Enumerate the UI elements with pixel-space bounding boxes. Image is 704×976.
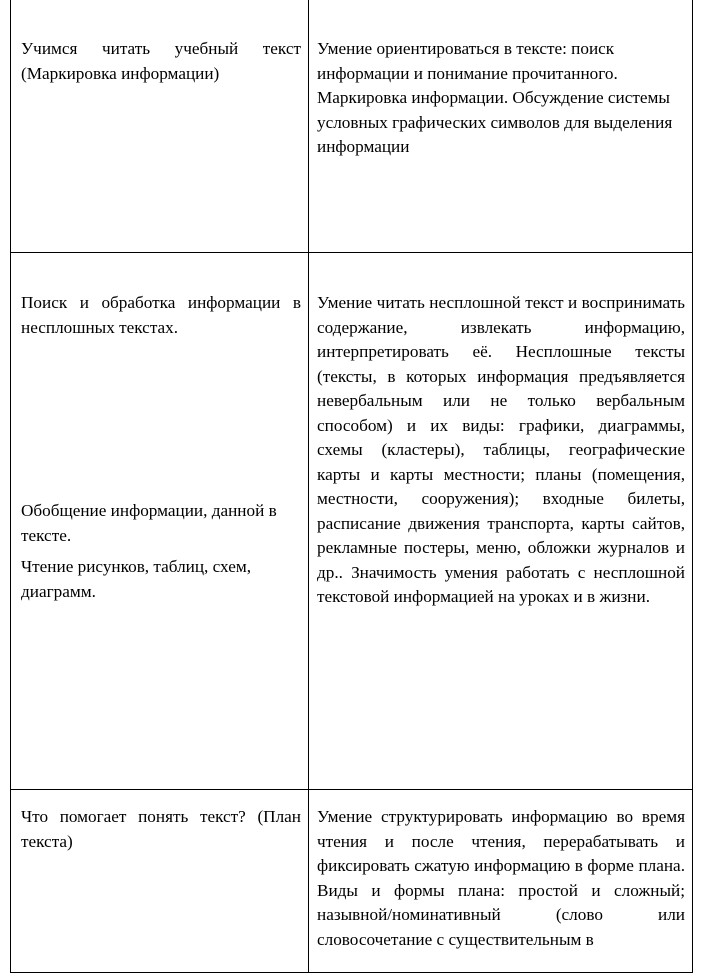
topic-title: Что помогает понять текст? (План текста) bbox=[21, 807, 301, 851]
content-description: Умение структурировать информацию во время чтения и после чтения, перерабатывать и фиксировать сжатую информацию в форме плана. Виды и формы плана: простой и сложный; назывной/номинативный (слово или словосочетание с существительным в bbox=[317, 807, 685, 949]
topic-title: Обобщение информации, данной в тексте. bbox=[21, 501, 277, 545]
topic-cell bbox=[11, 0, 309, 253]
table-row bbox=[11, 790, 693, 973]
topic-title: Чтение рисунков, таблиц, схем, диаграмм. bbox=[21, 557, 251, 601]
topic-title: Поиск и обработка информации в несплошных текстах. bbox=[21, 293, 301, 337]
content-description: Умение ориентироваться в тексте: поиск информации и понимание прочитанного. Маркировка информации. Обсуждение системы условных графических символов для выделения информации bbox=[317, 39, 673, 156]
table-row bbox=[11, 253, 693, 790]
content-cell bbox=[309, 790, 693, 973]
content-cell bbox=[309, 0, 693, 253]
lesson-topics-table bbox=[10, 0, 693, 973]
topic-cell bbox=[11, 253, 309, 790]
content-description: Умение читать несплошной текст и воспринимать содержание, извлекать информацию, интерпретировать её. Несплошные тексты (тексты, в которых информация предъявляется невербальным или не только вербальным способом) и их виды: графики, диаграммы, схемы (кластеры), таблицы, географические карты и карты местности; планы (помещения, местности, сооружения); входные билеты, расписание движения транспорта, карты сайтов, рекламные постеры, меню, обложки журналов и др.. Значимость умения работать с несплошной текстовой информацией на уроках и в жизни. bbox=[317, 293, 685, 606]
topic-cell bbox=[11, 790, 309, 973]
table-row bbox=[11, 0, 693, 253]
content-cell bbox=[309, 253, 693, 790]
topic-title: Учимся читать учебный текст (Маркировка информации) bbox=[21, 39, 301, 83]
